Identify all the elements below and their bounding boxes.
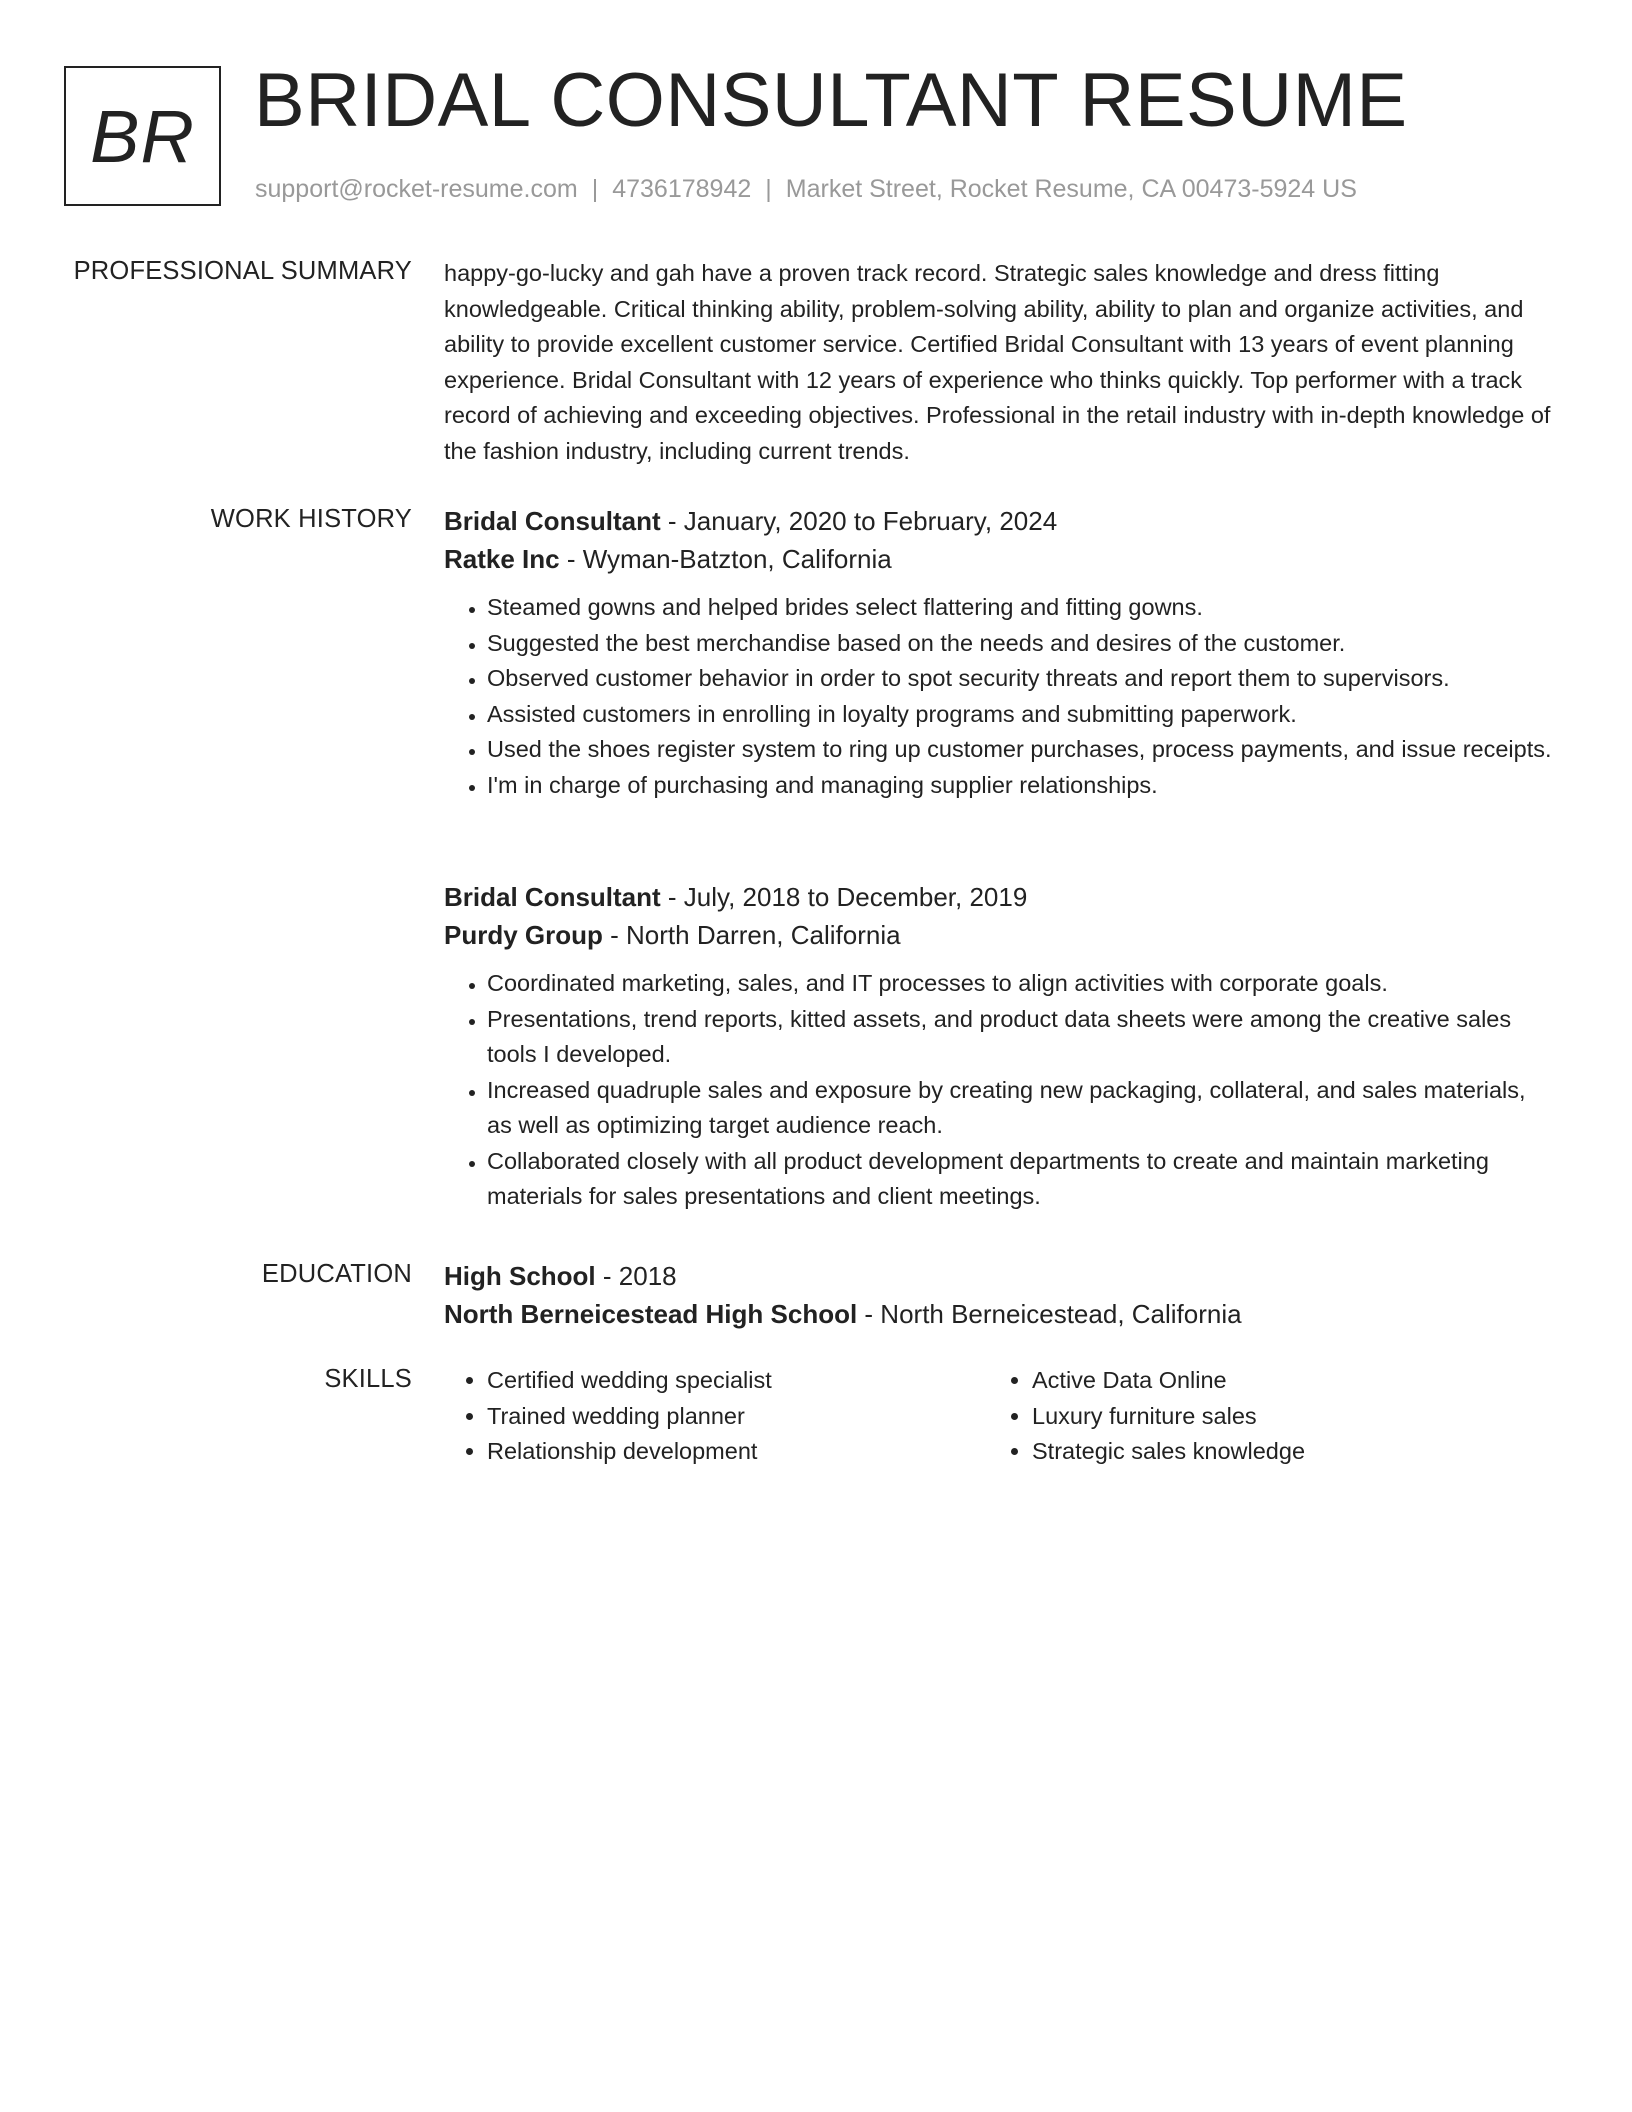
- contact-separator: |: [591, 175, 599, 203]
- skills-column-left: [444, 1363, 989, 1470]
- skill-item: • Relationship development: [487, 1434, 989, 1470]
- job-bullet: • Presentations, trend reports, kitted assets, and product data sheets were among the creative sales tools I developed.: [487, 1002, 1554, 1073]
- monogram-box: [64, 66, 221, 206]
- summary-text: happy-go-lucky and gah have a proven track record. Strategic sales knowledge and dress fitting knowledgeable. Critical thinking ability, problem-solving ability, ability to plan and organize activities, and ability to provide excellent customer service. Certified Bridal Consultant with 13 years of event planning experience. Bridal Consultant with 12 years of experience who thinks quickly. Top performer with a track record of achieving and exceeding objectives. Professional in the retail industry with in-depth knowledge of the fashion industry, including current trends.: [444, 260, 1551, 464]
- skills-list: [444, 1363, 1554, 1470]
- education-entry: [444, 1257, 1554, 1333]
- job-bullet: • Increased quadruple sales and exposure by creating new packaging, collateral, and sales materials, as well as optimizing target audience reach.: [487, 1073, 1554, 1144]
- section-label-summary: PROFESSIONAL SUMMARY: [73, 257, 412, 285]
- contact-address: Market Street, Rocket Resume, CA 00473-5924 US: [785, 175, 1357, 203]
- section-label-education: EDUCATION: [261, 1260, 412, 1288]
- job-title: Bridal Consultant: [444, 882, 661, 912]
- skill-item: • Trained wedding planner: [487, 1399, 989, 1435]
- education-location: - North Berneicestead, California: [857, 1299, 1242, 1329]
- education-year: - 2018: [595, 1261, 677, 1291]
- job-bullet: • Suggested the best merchandise based on the needs and desires of the customer.: [487, 626, 1554, 662]
- contact-line: [255, 172, 1357, 206]
- job-entry: [444, 502, 1554, 803]
- job-bullet: • Assisted customers in enrolling in loyalty programs and submitting paperwork.: [487, 697, 1554, 733]
- skill-item: • Active Data Online: [1032, 1363, 1532, 1399]
- section-label-skills: SKILLS: [324, 1365, 412, 1393]
- job-entry: [444, 878, 1554, 1215]
- job-title: Bridal Consultant: [444, 506, 661, 536]
- education-degree-line: [444, 1257, 1554, 1295]
- job-bullet: • Coordinated marketing, sales, and IT processes to align activities with corporate goals.: [487, 966, 1554, 1002]
- company-name: Purdy Group: [444, 920, 603, 950]
- company-location: - North Darren, California: [602, 920, 901, 950]
- job-title-line: [444, 502, 1554, 540]
- contact-phone: 4736178942: [612, 175, 752, 203]
- section-label-work-history: WORK HISTORY: [210, 505, 412, 533]
- contact-separator: |: [765, 175, 772, 203]
- company-line: [444, 916, 1554, 954]
- skill-item: • Strategic sales knowledge: [1032, 1434, 1532, 1470]
- skill-item: • Certified wedding specialist: [487, 1363, 989, 1399]
- job-bullet: • Steamed gowns and helped brides select flattering and fitting gowns.: [487, 590, 1554, 626]
- monogram-initials: BR: [90, 94, 195, 178]
- company-line: [444, 540, 1554, 578]
- skill-item: • Luxury furniture sales: [1032, 1399, 1532, 1435]
- job-bullets: [444, 590, 1554, 803]
- job-dates: - July, 2018 to December, 2019: [660, 882, 1028, 912]
- resume-title: BRIDAL CONSULTANT RESUME: [254, 58, 1408, 143]
- job-bullet: • Collaborated closely with all product development departments to create and maintain marketing materials for sales presentations and client meetings.: [487, 1144, 1554, 1215]
- education-school-line: [444, 1295, 1554, 1333]
- education-school: North Berneicestead High School: [444, 1299, 858, 1329]
- skills-column-right: [989, 1363, 1532, 1470]
- job-dates: - January, 2020 to February, 2024: [660, 506, 1058, 536]
- contact-email: support@rocket-resume.com: [255, 175, 578, 203]
- job-bullet: • Used the shoes register system to ring up customer purchases, process payments, and issue receipts.: [487, 732, 1554, 768]
- education-degree: High School: [444, 1261, 596, 1291]
- company-name: Ratke Inc: [444, 544, 560, 574]
- job-title-line: [444, 878, 1554, 916]
- job-bullets: [444, 966, 1554, 1215]
- company-location: - Wyman-Batzton, California: [559, 544, 892, 574]
- job-bullet: • Observed customer behavior in order to spot security threats and report them to supervisors.: [487, 661, 1554, 697]
- job-bullet: • I'm in charge of purchasing and managing supplier relationships.: [487, 768, 1554, 804]
